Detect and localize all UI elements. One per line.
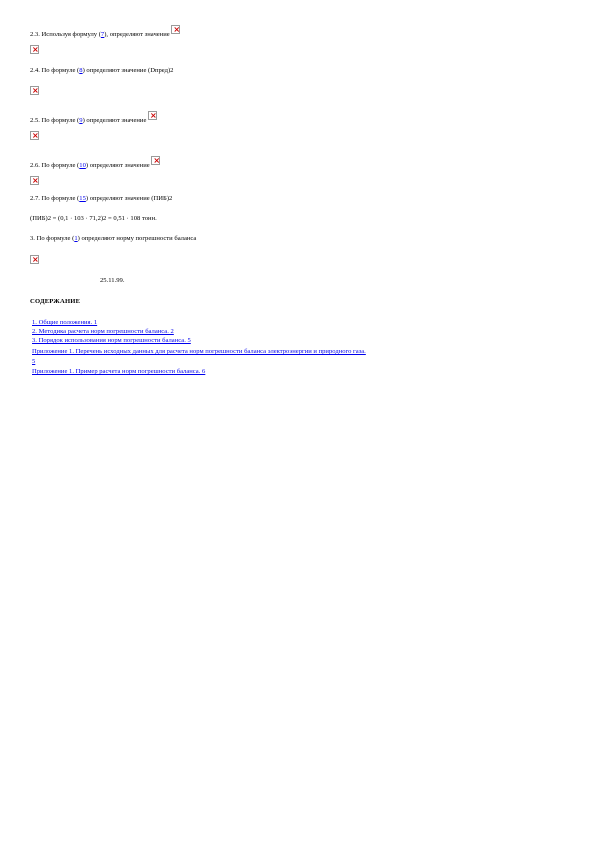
step-2-7 bbox=[30, 195, 172, 203]
broken-image-icon bbox=[148, 111, 157, 120]
step-2-3-post: ), определяют значение bbox=[104, 31, 170, 38]
formula-image-row bbox=[30, 45, 39, 56]
toc-link-general[interactable]: 1. Общие положения. 1 bbox=[32, 319, 98, 326]
step-2-5-pre: 2.5. По формуле ( bbox=[30, 117, 80, 124]
step-2-6-post: ) определяют значение bbox=[85, 162, 150, 169]
broken-image-icon bbox=[171, 25, 180, 34]
formula-ref-10[interactable]: 10 bbox=[79, 162, 86, 169]
step-2-5 bbox=[30, 111, 157, 125]
broken-image-icon bbox=[30, 176, 39, 185]
toc-link-appendix-input-data[interactable]: Приложение 1. Перечень исходных данных для расчета норм погрешности баланса электроэнергии и природного газа. bbox=[32, 348, 366, 355]
toc-link-usage[interactable]: 3. Порядок использования норм погрешности баланса. 5 bbox=[32, 337, 191, 344]
formula-image-row bbox=[30, 131, 39, 142]
formula-ref-8[interactable]: 8 bbox=[79, 67, 83, 74]
step-2-7-pre: 2.7. По формуле ( bbox=[30, 195, 80, 202]
broken-image-icon bbox=[30, 86, 39, 95]
broken-image-icon bbox=[30, 45, 39, 54]
step-2-6-pre: 2.6. По формуле ( bbox=[30, 162, 80, 169]
formula-ref-9[interactable]: 9 bbox=[79, 117, 83, 124]
broken-image-icon bbox=[30, 255, 39, 264]
toc-link-appendix-input-data-page[interactable]: 5 bbox=[32, 358, 36, 365]
formula-image-row bbox=[30, 176, 39, 187]
formula-ref-7[interactable]: 7 bbox=[100, 31, 105, 38]
step-2-4-post: ) определяют значение (Dпред)2 bbox=[82, 67, 174, 74]
step-3 bbox=[30, 235, 196, 243]
step-2-4 bbox=[30, 67, 173, 75]
broken-image-icon bbox=[30, 131, 39, 140]
step-3-pre: 3. По формуле ( bbox=[30, 235, 75, 242]
formula-image-row bbox=[30, 255, 39, 266]
document-date: 25.11.99. bbox=[100, 277, 125, 284]
toc-heading: СОДЕРЖАНИЕ bbox=[30, 298, 81, 305]
step-3-post: ) определяют норму погрешности баланса bbox=[77, 235, 197, 242]
step-2-3-pre: 2.3. Используя формулу ( bbox=[30, 31, 101, 38]
formula-image-row bbox=[30, 86, 39, 97]
toc-link-appendix-example[interactable]: Приложение 1. Пример расчета норм погрешности баланса. 6 bbox=[32, 368, 206, 375]
step-2-3 bbox=[30, 25, 180, 39]
formula-ref-15[interactable]: 15 bbox=[79, 195, 86, 202]
step-2-4-pre: 2.4. По формуле ( bbox=[30, 67, 80, 74]
step-2-7-post: ) определяют значение (ПИБ)2 bbox=[85, 195, 173, 202]
broken-image-icon bbox=[151, 156, 160, 165]
toc-link-methodology[interactable]: 2. Методика расчета норм погрешности баланса. 2 bbox=[32, 328, 174, 335]
step-2-5-post: ) определяют значение bbox=[82, 117, 147, 124]
step-2-6 bbox=[30, 156, 160, 170]
formula-ref-1[interactable]: 1 bbox=[74, 235, 78, 242]
calculation-formula: (ПИБ)2 = (0,1 · 103 · 71,2)2 = 0,51 · 108 тонн. bbox=[30, 215, 157, 222]
